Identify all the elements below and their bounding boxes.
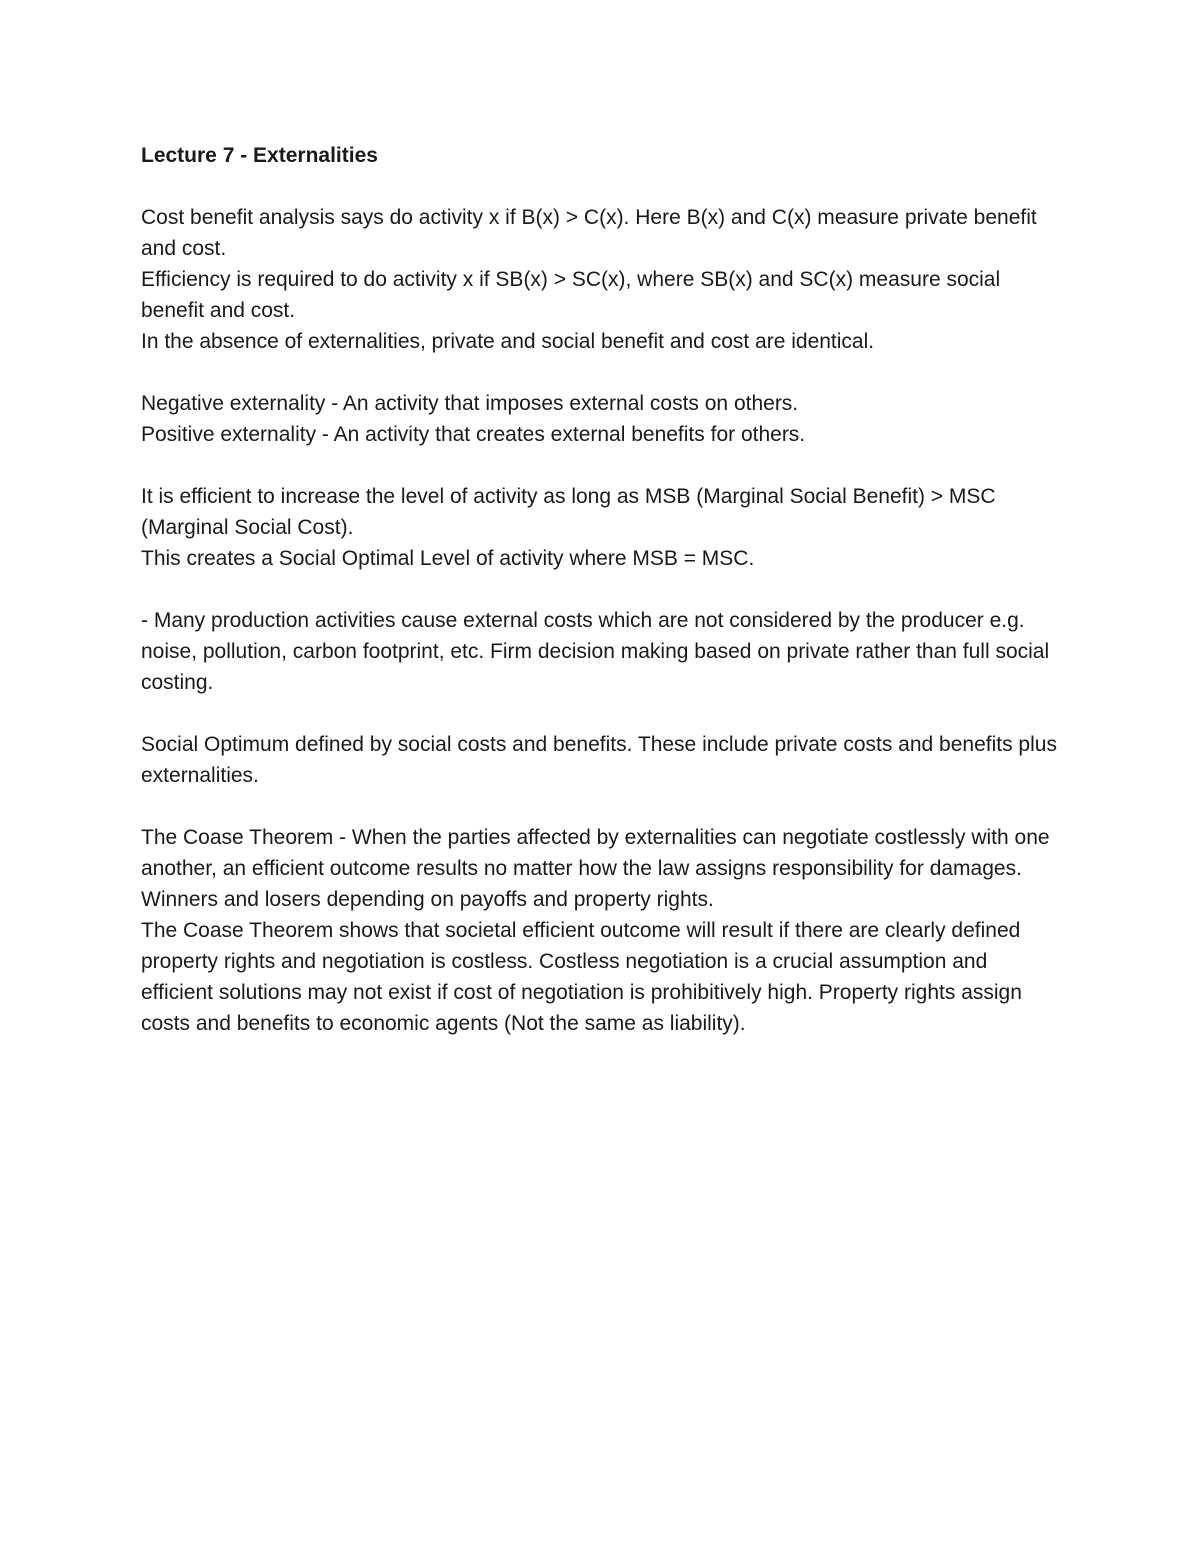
paragraph: It is efficient to increase the level of activity as long as MSB (Marginal Social Benefit) > MSC (Marginal Social Cost). — [141, 485, 996, 539]
paragraph: Negative externality - An activity that imposes external costs on others. — [141, 392, 799, 415]
paragraph: - Many production activities cause external costs which are not considered by the producer e.g. noise, pollution, carbon footprint, etc. Firm decision making based on private rather than full social costing. — [141, 609, 1050, 694]
section-production-external-costs — [141, 605, 1061, 698]
paragraph-gap — [141, 791, 1061, 822]
paragraph: Social Optimum defined by social costs and benefits. These include private costs and benefits plus externalities. — [141, 733, 1057, 787]
section-externality-definitions — [141, 388, 1061, 450]
paragraph: Positive externality - An activity that creates external benefits for others. — [141, 423, 806, 446]
paragraph: The Coase Theorem - When the parties affected by externalities can negotiate costlessly with one another, an efficient outcome results no matter how the law assigns responsibility for damages. Winners and losers depending on payoffs and property rights. — [141, 826, 1050, 911]
document-body — [141, 140, 1061, 1039]
section-social-optimum — [141, 729, 1061, 791]
paragraph-gap — [141, 357, 1061, 388]
section-social-optimal-level — [141, 481, 1061, 574]
paragraph: Cost benefit analysis says do activity x if B(x) > C(x). Here B(x) and C(x) measure private benefit and cost. — [141, 206, 1037, 260]
paragraph-gap — [141, 574, 1061, 605]
paragraph: In the absence of externalities, private and social benefit and cost are identical. — [141, 330, 875, 353]
paragraph: Efficiency is required to do activity x if SB(x) > SC(x), where SB(x) and SC(x) measure social benefit and cost. — [141, 268, 1001, 322]
paragraph-gap — [141, 698, 1061, 729]
paragraph-gap — [141, 450, 1061, 481]
document-title: Lecture 7 - Externalities — [141, 144, 378, 167]
paragraph: The Coase Theorem shows that societal efficient outcome will result if there are clearly defined property rights and negotiation is costless. Costless negotiation is a crucial assumption and efficient solutions may not exist if cost of negotiation is prohibitively high. Property rights assign costs and benefits to economic agents (Not the same as liability). — [141, 919, 1022, 1035]
section-cost-benefit — [141, 202, 1061, 357]
section-coase-theorem — [141, 822, 1061, 1039]
paragraph: This creates a Social Optimal Level of activity where MSB = MSC. — [141, 547, 755, 570]
